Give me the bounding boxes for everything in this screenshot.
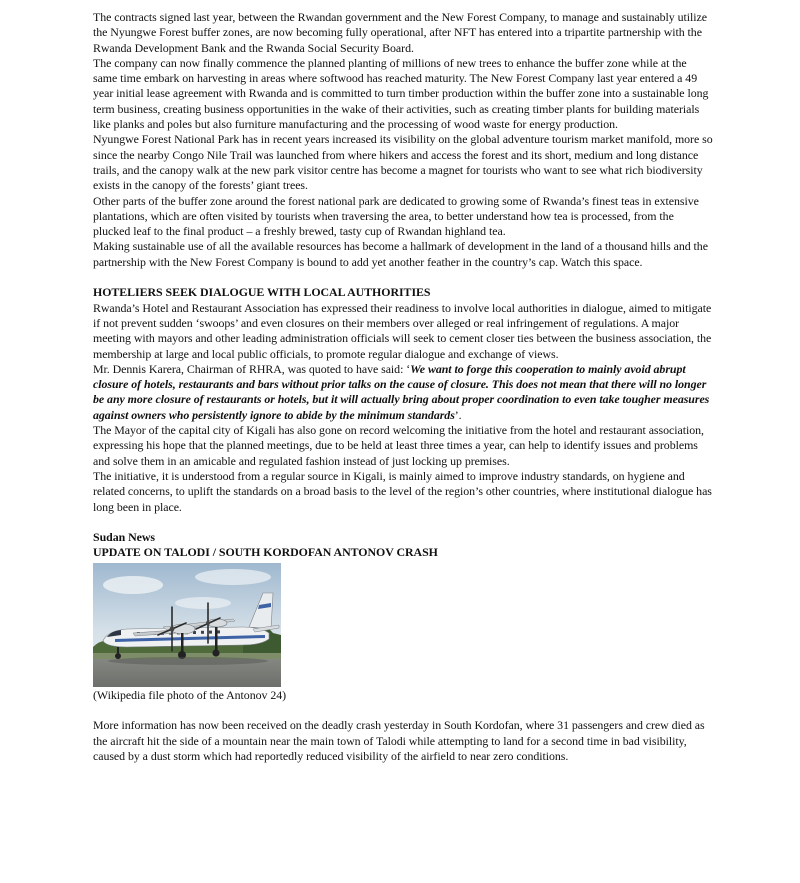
quote-intro: Mr. Dennis Karera, Chairman of RHRA, was quoted to have said: ‘ (93, 361, 411, 376)
hoteliers-paragraph-3: The initiative, it is understood from a regular source in Kigali, is mainly aimed to improve industry standards, on hygiene and related concerns, to uplift the standards on a broad basis to the level of the region’s other countries, where institutional dialogue has long been in place. (93, 468, 712, 514)
sudan-paragraph-1: More information has now been received on the deadly crash yesterday in South Kordofan, where 31 passengers and crew died as the aircraft hit the side of a mountain near the main town of Talodi while attempting to land for a second time in bad visibility, caused by a dust storm which had reportedly reduced visibility of the airfield to near zero conditions. (93, 718, 705, 763)
photo-caption: (Wikipedia file photo of the Antonov 24) (93, 687, 287, 702)
sudan-heading: UPDATE ON TALODI / SOUTH KORDOFAN ANTONOV CRASH (93, 545, 438, 560)
forest-paragraph-3: Nyungwe Forest National Park has in recent years increased its visibility on the global adventure tourism market manifold, more so since the nearby Congo Nile Trail was launched from where hikers and access the forest and its short, medium and long distance trails, and the canopy walk at the new park visitor centre has become a magnet for tourists who want to see what rich biodiversity exists in the canopy of the forests’ giant trees. (93, 132, 713, 193)
section-gap (93, 703, 713, 718)
sudan-section-label: Sudan News (93, 530, 155, 545)
airplane-image (93, 563, 281, 687)
forest-paragraph-1: The contracts signed last year, between the Rwandan government and the New Forest Company, to manage and sustainably utilize the Nyungwe Forest buffer zones, are now becoming fully operational, after NFT has entered into a tripartite partnership with the Rwanda Development Bank and the Rwanda Social Security Board. (93, 10, 707, 55)
quote-end: ’. (454, 407, 462, 422)
hoteliers-heading: HOTELIERS SEEK DIALOGUE WITH LOCAL AUTHORITIES (93, 285, 431, 300)
section-gap (93, 515, 713, 530)
forest-paragraph-2: The company can now finally commence the planned planting of millions of new trees to enhance the buffer zone while at the same time embark on harvesting in areas where softwood has reached maturity. The New Forest Company last year entered a 49 year initial lease agreement with Rwanda and is committed to turn timber production within the buffer zone into a sustainable long term business, creating business opportunities in the wake of their activities, such as creating timber plants for building materials like planks and poles but also furniture manufacturing and the processing of wood waste for energy production. (93, 55, 709, 132)
forest-paragraph-4: Other parts of the buffer zone around the forest national park are dedicated to growing some of Rwanda’s finest teas in extensive plantations, which are often visited by tourists when traversing the area, to better understand how tea is processed, from the plucked leaf to the final product – a freshly brewed, tasty cup of Rwandan highland tea. (93, 193, 699, 239)
forest-paragraph-5: Making sustainable use of all the available resources has become a hallmark of development in the land of a thousand hills and the partnership with the New Forest Company is bound to add yet another feather in the country’s cap. Watch this space. (93, 239, 708, 269)
chairman-quote: We want to forge this cooperation to mainly avoid abrupt closure of hotels, restaurants and bars without prior talks on the cause of closure. This does not mean that there will no longer be any more closure of restaurants or hotels, but it will actually bring about proper coordination to even take tougher measures against owners who persistently ignore to abide by the minimum standards (93, 361, 710, 422)
document-page (93, 10, 713, 764)
antonov-photo (93, 563, 281, 687)
hoteliers-quote-paragraph (93, 362, 713, 423)
section-gap (93, 270, 713, 285)
hoteliers-paragraph-2: The Mayor of the capital city of Kigali has also gone on record welcoming the initiative from the hotel and restaurant association, expressing his hope that the planned meetings, due to be held at least three times a year, can help to identify issues and problems and solve them in an amicable and regulated fashion instead of just locking up premises. (93, 423, 704, 468)
hoteliers-paragraph-1: Rwanda’s Hotel and Restaurant Association has expressed their readiness to involve local authorities in dialogue, aimed to mitigate if not prevent sudden ‘swoops’ and even closures on their members over alleged or real infringement of regulations. A major meeting with mayors and other leading administration officials will seek to cement closer ties between the business association, the membership at large and local public officials, to promote regular dialogue and exchange of views. (93, 300, 712, 361)
